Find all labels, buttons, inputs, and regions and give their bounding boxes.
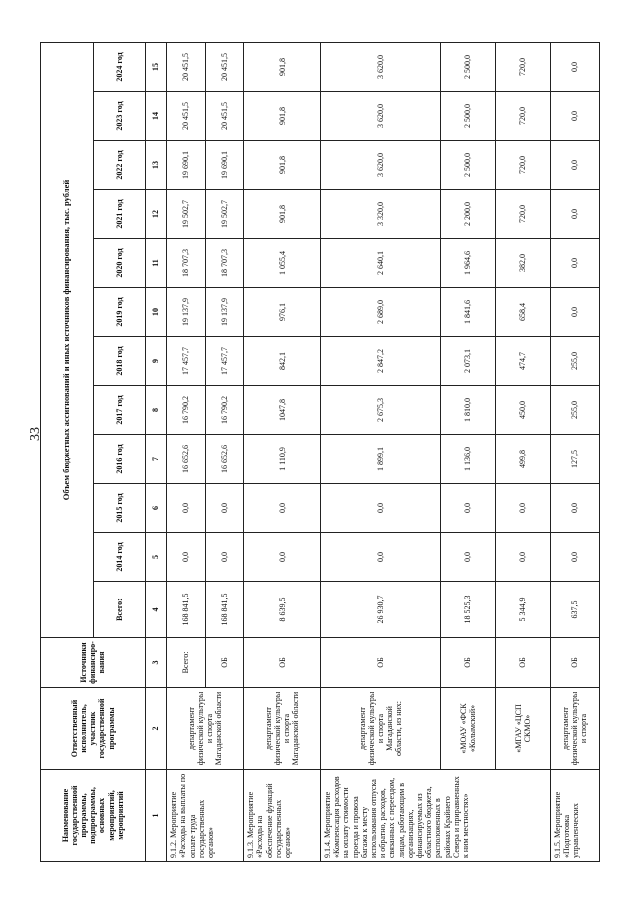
value-year: 720,0 xyxy=(495,141,550,190)
value-total: 26 930,7 xyxy=(321,582,441,638)
value-year: 720,0 xyxy=(495,92,550,141)
value-total: 8 639,5 xyxy=(244,582,321,638)
value-year: 3 620,0 xyxy=(321,141,441,190)
value-year: 0,0 xyxy=(244,484,321,533)
header-year: 2018 год xyxy=(94,337,145,386)
value-year: 1 964,6 xyxy=(440,239,495,288)
value-year: 658,4 xyxy=(495,288,550,337)
header-year: 2020 год xyxy=(94,239,145,288)
value-year: 0,0 xyxy=(550,42,599,91)
value-year: 2 675,3 xyxy=(321,386,441,435)
header-year: 2022 год xyxy=(94,141,145,190)
responsible-executor: департамент физической культуры и спорта Магаданской области xyxy=(244,688,321,770)
column-number: 7 xyxy=(145,435,166,484)
header-year: 2024 год xyxy=(94,42,145,91)
value-year: 0,0 xyxy=(550,484,599,533)
value-year: 0,0 xyxy=(244,533,321,582)
funding-source: ОБ xyxy=(440,638,495,688)
funding-source: ОБ xyxy=(321,638,441,688)
value-year: 20 451,5 xyxy=(205,42,243,91)
value-year: 499,8 xyxy=(495,435,550,484)
value-year: 19 690,1 xyxy=(167,141,205,190)
value-year: 2 689,0 xyxy=(321,288,441,337)
measure-name: 9.1.2. Мероприятие «Расходы на выплаты по оплате труда государственных органов» xyxy=(167,770,244,862)
column-number: 10 xyxy=(145,288,166,337)
value-year: 474,7 xyxy=(495,337,550,386)
header-year: 2014 год xyxy=(94,533,145,582)
column-number: 14 xyxy=(145,92,166,141)
column-number: 4 xyxy=(145,582,166,638)
value-year: 1 810,0 xyxy=(440,386,495,435)
value-year: 901,8 xyxy=(244,92,321,141)
value-year: 901,8 xyxy=(244,42,321,91)
value-year: 127,5 xyxy=(550,435,599,484)
funding-source: ОБ xyxy=(495,638,550,688)
header-source: Источники финансиро-вания xyxy=(41,638,146,688)
value-year: 16 790,2 xyxy=(167,386,205,435)
rotated-table-wrapper xyxy=(40,42,600,862)
value-year: 0,0 xyxy=(440,533,495,582)
table-row xyxy=(167,42,205,861)
column-number-row xyxy=(145,42,166,861)
value-year: 2 500,0 xyxy=(440,141,495,190)
header-year: 2023 год xyxy=(94,92,145,141)
value-year: 19 502,7 xyxy=(167,190,205,239)
responsible-executor: департамент физической культуры и спорта xyxy=(550,688,599,770)
responsible-executor: «МОАУ «ФСК «Колымский» xyxy=(440,688,495,770)
value-year: 2 073,1 xyxy=(440,337,495,386)
column-number: 13 xyxy=(145,141,166,190)
table-row xyxy=(495,42,550,861)
header-year: 2015 год xyxy=(94,484,145,533)
header-year: 2019 год xyxy=(94,288,145,337)
value-year: 2 500,0 xyxy=(440,92,495,141)
header-total: Всего: xyxy=(94,582,145,638)
value-year: 901,8 xyxy=(244,190,321,239)
column-number: 11 xyxy=(145,239,166,288)
value-year: 0,0 xyxy=(167,484,205,533)
financing-table xyxy=(40,42,600,862)
column-number: 12 xyxy=(145,190,166,239)
value-year: 0,0 xyxy=(550,141,599,190)
value-year: 16 790,2 xyxy=(205,386,243,435)
value-year: 1 136,0 xyxy=(440,435,495,484)
responsible-executor: департамент физической культуры и спорта Магаданской области, из них: xyxy=(321,688,441,770)
value-year: 1 055,4 xyxy=(244,239,321,288)
header-year: 2021 год xyxy=(94,190,145,239)
header-year: 2016 год xyxy=(94,435,145,484)
value-year: 1 110,9 xyxy=(244,435,321,484)
value-year: 720,0 xyxy=(495,190,550,239)
measure-name: 9.1.4. Мероприятие «Компенсация расходов на оплату стоимости проезда и провоза багажа к месту использования отпуска и обратно, расходов, связанных с переездом, лицам, работающим в организациях, финансируемых из областного бюджета, расположенных в районах Крайнего Севера и приравненных к ним местностях» xyxy=(321,770,551,862)
value-year: 842,1 xyxy=(244,337,321,386)
value-year: 3 320,0 xyxy=(321,190,441,239)
column-number: 15 xyxy=(145,42,166,91)
value-year: 0,0 xyxy=(550,239,599,288)
value-year: 0,0 xyxy=(495,484,550,533)
value-year: 1 841,6 xyxy=(440,288,495,337)
value-year: 0,0 xyxy=(205,484,243,533)
value-year: 720,0 xyxy=(495,42,550,91)
column-number: 1 xyxy=(145,770,166,862)
measure-name: 9.1.5. Мероприятие «Подготовка управленческих xyxy=(550,770,599,862)
value-year: 0,0 xyxy=(440,484,495,533)
column-number: 6 xyxy=(145,484,166,533)
header-responsible: Ответственный исполнитель, участник государственной программы xyxy=(41,688,146,770)
header-row xyxy=(41,42,94,861)
value-total: 168 841,5 xyxy=(167,582,205,638)
value-year: 2 200,0 xyxy=(440,190,495,239)
value-year: 0,0 xyxy=(495,533,550,582)
value-year: 0,0 xyxy=(550,92,599,141)
value-year: 18 707,3 xyxy=(167,239,205,288)
value-year: 901,8 xyxy=(244,141,321,190)
value-year: 255,0 xyxy=(550,337,599,386)
funding-source: Всего: xyxy=(167,638,205,688)
value-year: 19 137,9 xyxy=(167,288,205,337)
column-number: 5 xyxy=(145,533,166,582)
value-year: 1 899,1 xyxy=(321,435,441,484)
value-year: 2 847,2 xyxy=(321,337,441,386)
value-year: 19 690,1 xyxy=(205,141,243,190)
value-year: 19 502,7 xyxy=(205,190,243,239)
value-year: 976,1 xyxy=(244,288,321,337)
header-financing-title: Объем бюджетных ассигнований и иных источников финансирования, тыс. рублей xyxy=(41,42,94,637)
value-year: 16 652,6 xyxy=(167,435,205,484)
funding-source: ОБ xyxy=(244,638,321,688)
value-year: 382,0 xyxy=(495,239,550,288)
value-year: 2 640,1 xyxy=(321,239,441,288)
column-number: 3 xyxy=(145,638,166,688)
value-total: 18 525,3 xyxy=(440,582,495,638)
value-year: 18 707,3 xyxy=(205,239,243,288)
column-number: 2 xyxy=(145,688,166,770)
value-total: 5 344,9 xyxy=(495,582,550,638)
value-total: 168 841,5 xyxy=(205,582,243,638)
value-year: 20 451,5 xyxy=(167,92,205,141)
value-year: 17 457,7 xyxy=(205,337,243,386)
responsible-executor: департамент физической культуры и спорта Магаданской области xyxy=(167,688,244,770)
header-year: 2017 год xyxy=(94,386,145,435)
value-year: 0,0 xyxy=(321,484,441,533)
value-year: 450,0 xyxy=(495,386,550,435)
table-row xyxy=(244,42,321,861)
value-year: 17 457,7 xyxy=(167,337,205,386)
value-year: 1047,8 xyxy=(244,386,321,435)
value-year: 19 137,9 xyxy=(205,288,243,337)
value-year: 16 652,6 xyxy=(205,435,243,484)
value-year: 0,0 xyxy=(550,190,599,239)
column-number: 9 xyxy=(145,337,166,386)
value-year: 3 620,0 xyxy=(321,92,441,141)
value-year: 20 451,5 xyxy=(167,42,205,91)
value-year: 0,0 xyxy=(205,533,243,582)
table-row xyxy=(321,42,441,861)
funding-source: ОБ xyxy=(205,638,243,688)
value-year: 255,0 xyxy=(550,386,599,435)
responsible-executor: «МГАУ «ЦСП СКМО» xyxy=(495,688,550,770)
column-number: 8 xyxy=(145,386,166,435)
page-number: 33 xyxy=(28,427,43,441)
table-row xyxy=(550,42,599,861)
funding-source: ОБ xyxy=(550,638,599,688)
table-row xyxy=(440,42,495,861)
value-year: 0,0 xyxy=(167,533,205,582)
value-year: 0,0 xyxy=(550,533,599,582)
value-year: 0,0 xyxy=(321,533,441,582)
value-total: 637,5 xyxy=(550,582,599,638)
value-year: 3 620,0 xyxy=(321,42,441,91)
value-year: 20 451,5 xyxy=(205,92,243,141)
value-year: 2 500,0 xyxy=(440,42,495,91)
measure-name: 9.1.3. Мероприятие «Расходы на обеспечение функций государственных органов» xyxy=(244,770,321,862)
header-name: Наименование государственной программы, подпрограммы, основных мероприятий, мероприятий xyxy=(41,770,146,862)
value-year: 0,0 xyxy=(550,288,599,337)
